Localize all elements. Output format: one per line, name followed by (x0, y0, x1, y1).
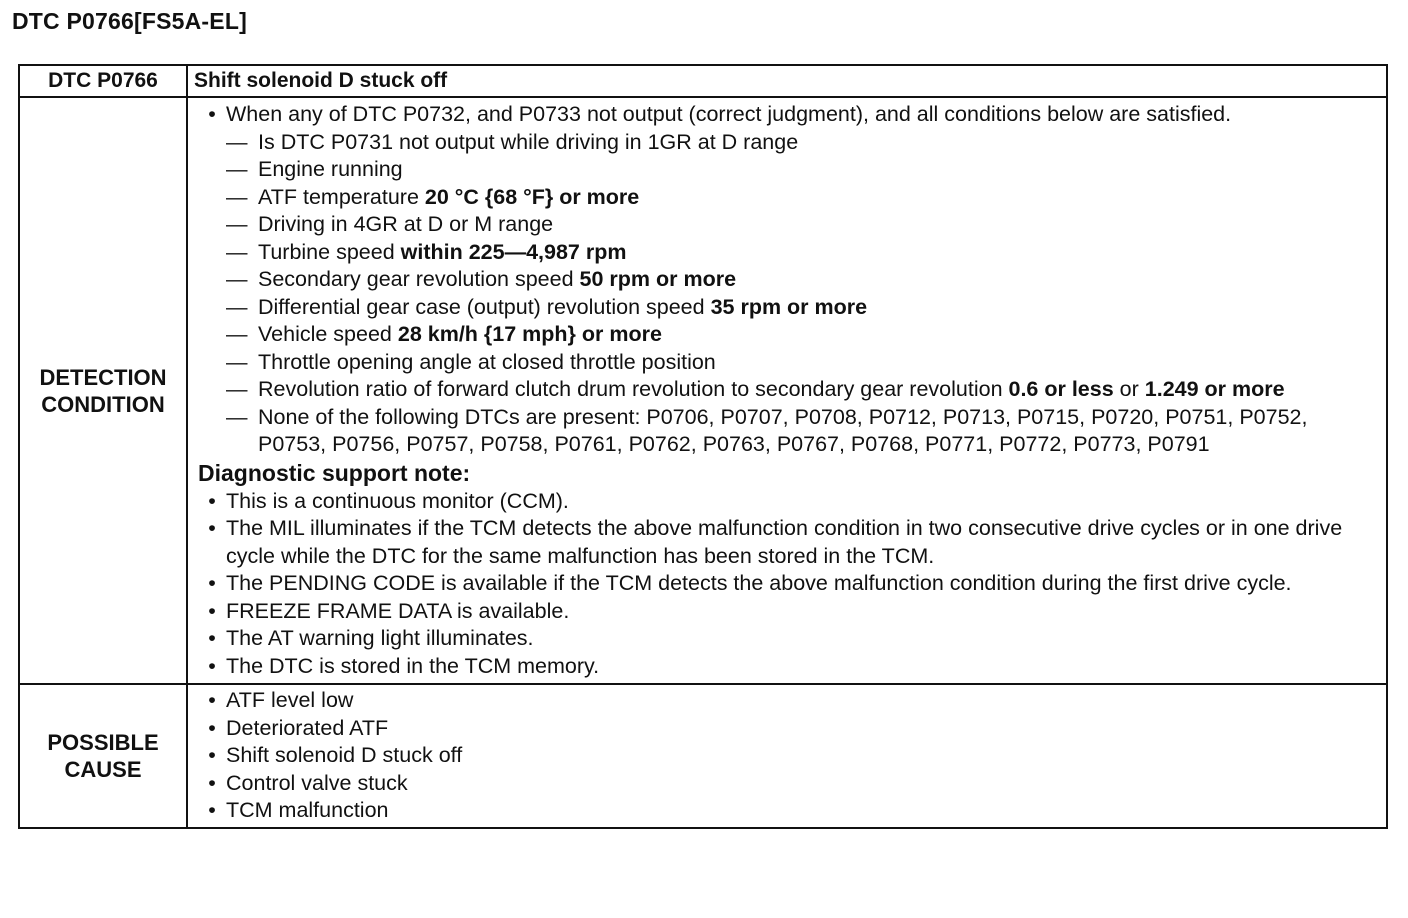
note-item (198, 625, 1380, 653)
condition-bold: 35 rpm or more (710, 294, 868, 319)
note-item (198, 488, 1380, 516)
condition-dtc-text: None of the following DTCs are present: P0706, P0707, P0708, P0712, P0713, P0715, P0720, P0751, P0752, P0753, P0756, P0757, P0758, P0761, P0762, P0763, P0767, P0768, P0771, P0772, P0773, P0791 (258, 404, 1308, 456)
bullet-icon: • (208, 798, 216, 822)
bullet-icon: • (208, 770, 216, 795)
detection-intro-item (198, 101, 1380, 129)
cause-label-cell (19, 684, 187, 828)
cause-content-cell (187, 684, 1387, 828)
cause-label-line2: CAUSE (64, 756, 142, 782)
condition-plain: Engine running (258, 157, 403, 181)
condition-plain: Secondary gear revolution speed (258, 267, 580, 291)
condition-list (198, 129, 1380, 377)
cause-label-line1: POSSIBLE (47, 729, 159, 755)
cause-list (198, 687, 1380, 825)
condition-text (258, 294, 1380, 322)
condition-plain: Differential gear case (output) revolution speed (258, 294, 711, 319)
dtc-description-cell: Shift solenoid D stuck off (187, 65, 1387, 97)
condition-text (258, 321, 1380, 349)
condition-bold: within 225—4,987 rpm (400, 239, 627, 264)
condition-item (198, 156, 1380, 184)
condition-plain: Throttle opening angle at closed throttle position (258, 349, 716, 374)
detection-label-line1: DETECTION (39, 364, 167, 390)
cause-item (198, 687, 1380, 715)
condition-item (198, 294, 1380, 322)
bullet-icon: • (208, 516, 216, 540)
condition-item (198, 211, 1380, 239)
condition-plain: Vehicle speed (258, 322, 398, 346)
note-text: The DTC is stored in the TCM memory. (226, 653, 600, 678)
bullet-icon: • (208, 571, 216, 595)
condition-text (258, 156, 1380, 184)
detection-label-line2: CONDITION (41, 391, 165, 417)
cause-row (19, 684, 1387, 828)
condition-ratio (198, 376, 1380, 404)
bullet-icon: • (208, 743, 216, 767)
detection-content-cell (187, 97, 1387, 684)
condition-plain: Driving in 4GR at D or M range (258, 212, 554, 236)
dash-icon: — (226, 239, 248, 264)
condition-item (198, 321, 1380, 349)
dash-icon: — (226, 129, 248, 154)
condition-item (198, 349, 1380, 377)
cause-item (198, 742, 1380, 770)
ratio-bold2: 1.249 or more (1144, 377, 1285, 401)
cause-item (198, 715, 1380, 743)
header-row (19, 65, 1387, 97)
cause-text: Shift solenoid D stuck off (226, 743, 463, 767)
bullet-icon: • (208, 102, 216, 126)
dash-icon: — (226, 157, 248, 181)
note-item (198, 653, 1380, 681)
condition-item (198, 129, 1380, 157)
dash-icon: — (226, 377, 248, 401)
bullet-icon: • (208, 715, 216, 740)
condition-plain: ATF temperature (258, 184, 425, 209)
condition-bold: 20 °C {68 °F} or more (424, 184, 640, 209)
detection-row (19, 97, 1387, 684)
dash-icon: — (226, 267, 248, 291)
note-item (198, 570, 1380, 598)
bullet-icon: • (208, 598, 216, 623)
dash-icon: — (226, 184, 248, 209)
condition-plain: Is DTC P0731 not output while driving in 1GR at D range (258, 129, 799, 154)
note-text: FREEZE FRAME DATA is available. (226, 598, 570, 623)
detection-label-cell (19, 97, 187, 684)
bullet-icon: • (208, 626, 216, 650)
note-text: The PENDING CODE is available if the TCM detects the above malfunction condition during the first drive cycle. (226, 571, 1292, 595)
detection-intro-text: When any of DTC P0732, and P0733 not output (correct judgment), and all conditions below are satisfied. (226, 102, 1232, 126)
page-title: DTC P0766[FS5A-EL] (12, 8, 247, 34)
note-item (198, 515, 1380, 570)
dash-icon: — (226, 212, 248, 236)
ratio-mid: or (1113, 377, 1145, 401)
ratio-text: Revolution ratio of forward clutch drum revolution to secondary gear revolution (258, 377, 1009, 401)
dash-icon: — (226, 294, 248, 319)
condition-dtc-list (198, 404, 1380, 459)
condition-ratio-text (258, 376, 1380, 404)
note-item (198, 598, 1380, 626)
condition-text (258, 266, 1380, 294)
condition-item (198, 184, 1380, 212)
bullet-icon: • (208, 488, 216, 513)
dtc-code-cell: DTC P0766 (19, 65, 187, 97)
bullet-icon: • (208, 653, 216, 678)
condition-text (258, 129, 1380, 157)
cause-text: Control valve stuck (226, 770, 408, 795)
cause-text: Deteriorated ATF (226, 715, 389, 740)
ratio-bold1: 0.6 or less (1008, 377, 1114, 401)
cause-item (198, 797, 1380, 825)
condition-text (258, 184, 1380, 212)
cause-text: ATF level low (226, 688, 354, 712)
note-list (198, 488, 1380, 681)
condition-item (198, 266, 1380, 294)
condition-bold: 50 rpm or more (579, 267, 737, 291)
condition-plain: Turbine speed (258, 239, 401, 264)
cause-text: TCM malfunction (226, 798, 389, 822)
cause-item (198, 770, 1380, 798)
condition-text (258, 349, 1380, 377)
dash-icon: — (226, 349, 248, 374)
bullet-icon: • (208, 688, 216, 712)
condition-text (258, 211, 1380, 239)
dash-icon: — (226, 404, 248, 429)
condition-item (198, 239, 1380, 267)
condition-text (258, 239, 1380, 267)
note-text: This is a continuous monitor (CCM). (226, 488, 569, 513)
note-text: The AT warning light illuminates. (226, 626, 534, 650)
dash-icon: — (226, 322, 248, 346)
condition-bold: 28 km/h {17 mph} or more (397, 322, 662, 346)
diagnostic-note-title: Diagnostic support note: (198, 459, 471, 486)
dtc-table (18, 64, 1388, 829)
note-text: The MIL illuminates if the TCM detects the above malfunction condition in two consecutive drive cycles or in one drive cycle while the DTC for the same malfunction has been stored in the TCM. (226, 516, 1343, 568)
